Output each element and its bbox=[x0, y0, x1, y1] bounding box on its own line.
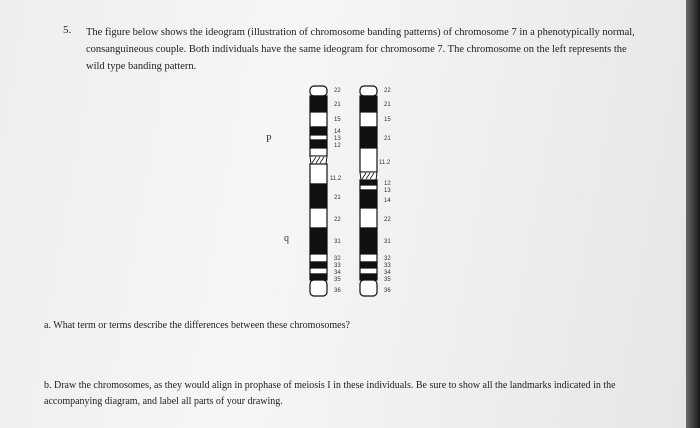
band-label-left-q35: 35 bbox=[334, 277, 341, 283]
band-right-q35 bbox=[360, 274, 377, 280]
band-left-q22 bbox=[310, 208, 327, 228]
band-label-right-q36: 36 bbox=[384, 288, 391, 294]
band-label-right-q31: 31 bbox=[384, 239, 391, 245]
band-right-q14 bbox=[360, 190, 377, 208]
left-chromosome bbox=[310, 86, 342, 296]
band-label-right-q33: 33 bbox=[384, 263, 391, 269]
band-right-q34 bbox=[360, 268, 377, 274]
band-right-q12 bbox=[360, 180, 377, 185]
band-label-right-p11-2: 11.2 bbox=[379, 160, 391, 166]
band-label-right-q12: 12 bbox=[384, 181, 391, 187]
band-label-left-q21: 21 bbox=[334, 195, 341, 201]
band-label-left-p12: 12 bbox=[334, 143, 341, 149]
question-part-b: b. Draw the chromosomes, as they would align in prophase of meiosis I in these individuals. Be sure to show all the landmarks indicated in the accompanying diagram, and label all parts of your drawing. bbox=[44, 380, 616, 407]
band-label-left-p13: 13 bbox=[334, 136, 341, 142]
question-intro: The figure below shows the ideogram (illustration of chromosome banding patterns) of chromosome 7 in a phenotypically normal, consanguineous couple. Both individuals have the same ideogram for chromosome 7. The chromosome on the left represents the wild type banding pattern. bbox=[86, 27, 635, 72]
q-arm-label: q bbox=[284, 233, 289, 244]
band-left-q36 bbox=[310, 280, 327, 296]
band-left-q32 bbox=[310, 254, 327, 262]
band-right-p21 bbox=[360, 96, 377, 112]
band-label-left-q22: 22 bbox=[334, 217, 341, 223]
question-part-a: a. What term or terms describe the differences between these chromosomes? bbox=[44, 320, 350, 331]
band-label-left-q36: 36 bbox=[334, 288, 341, 294]
band-label-right-q35: 35 bbox=[384, 277, 391, 283]
band-label-right-q22: 22 bbox=[384, 217, 391, 223]
band-right-p15 bbox=[360, 112, 377, 127]
band-right-p22 bbox=[360, 86, 377, 96]
band-left-p21 bbox=[310, 96, 327, 112]
band-left-p14 bbox=[310, 127, 327, 135]
band-left-p22 bbox=[310, 86, 327, 96]
band-left-q11 bbox=[310, 164, 327, 184]
band-right-q36 bbox=[360, 280, 377, 296]
band-label-left-p22: 22 bbox=[334, 88, 341, 94]
right-chromosome bbox=[360, 86, 391, 296]
band-label-left-p15: 15 bbox=[334, 117, 341, 123]
band-label-right-q32: 32 bbox=[384, 256, 391, 262]
band-right-q33 bbox=[360, 262, 377, 268]
band-left-p15 bbox=[310, 112, 327, 127]
band-left-q33 bbox=[310, 262, 327, 268]
band-left-q31 bbox=[310, 228, 327, 254]
band-label-left-q31: 31 bbox=[334, 239, 341, 245]
band-right-q32 bbox=[360, 254, 377, 262]
band-left-p13 bbox=[310, 135, 327, 140]
band-right-q31 bbox=[360, 228, 377, 254]
band-label-left-p14: 14 bbox=[334, 129, 341, 135]
band-label-left-q34: 34 bbox=[334, 270, 341, 276]
band-right-q13 bbox=[360, 185, 377, 190]
band-label-left-q32: 32 bbox=[334, 256, 341, 262]
band-left-q35 bbox=[310, 274, 327, 280]
p-arm-label: P bbox=[266, 134, 272, 145]
band-label-right-q34: 34 bbox=[384, 270, 391, 276]
band-label-left-p21: 21 bbox=[334, 102, 341, 108]
band-left-q21 bbox=[310, 184, 327, 208]
band-label-right-p21b: 21 bbox=[384, 136, 391, 142]
question-number: 5. bbox=[63, 24, 72, 36]
band-label-left-q11-2: 11.2 bbox=[330, 176, 342, 182]
band-label-right-q14: 14 bbox=[384, 198, 391, 204]
band-label-right-q13: 13 bbox=[384, 188, 391, 194]
band-label-right-p22: 22 bbox=[384, 88, 391, 94]
band-label-left-q33: 33 bbox=[334, 263, 341, 269]
band-left-p12 bbox=[310, 140, 327, 148]
band-label-right-p21: 21 bbox=[384, 102, 391, 108]
band-left-p11 bbox=[310, 148, 327, 156]
band-left-q34 bbox=[310, 268, 327, 274]
band-right-p11 bbox=[360, 148, 377, 172]
band-label-right-p15: 15 bbox=[384, 117, 391, 123]
band-right-p21b bbox=[360, 127, 377, 148]
band-right-q22 bbox=[360, 208, 377, 228]
